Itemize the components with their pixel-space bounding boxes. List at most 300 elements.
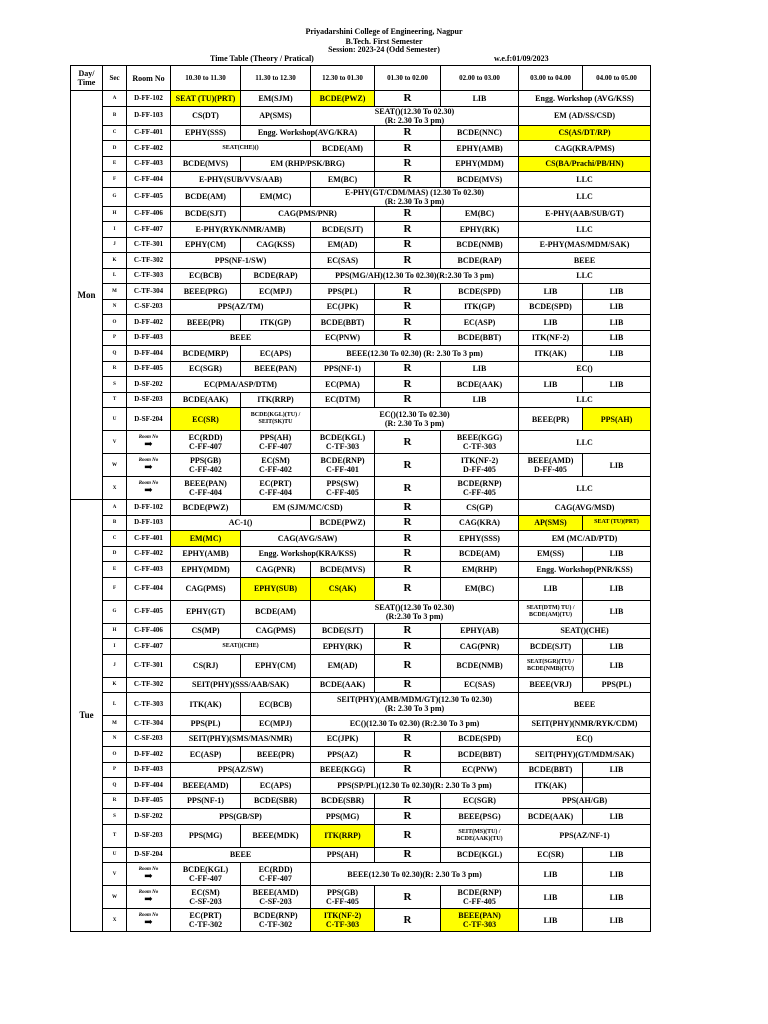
recess-cell: R [375,156,441,172]
wef-date: w.e.f:01/09/2023 [494,54,549,63]
room-cell: D-FF-402 [127,315,171,331]
period-cell: CAG(PNR) [441,639,519,655]
room-cell: D-FF-404 [127,778,171,794]
column-header: 12.30 to 01.30 [311,66,375,91]
recess-cell: R [375,793,441,809]
period-cell: EM (SJM/MC/CSD) [241,500,375,516]
table-row [71,762,651,778]
period-cell: SEAT (TU)(PRT) [171,91,241,107]
session-label: Session: 2023-24 (Odd Semester) [328,45,440,54]
period-cell: LIB [583,284,651,300]
table-row [71,346,651,362]
period-cell: EM(RHP) [441,562,519,578]
period-cell: PPS(NF-1) [311,361,375,377]
period-cell: SEIT(PHY)(GT/MDM/SAK) [519,747,651,763]
room-cell: D-FF-403 [127,762,171,778]
period-cell: PPS(MG) [311,809,375,825]
timetable [70,65,651,932]
timetable-body [71,91,651,932]
period-cell: LIB [583,886,651,909]
recess-cell: R [375,392,441,408]
recess-cell: R [375,431,441,454]
room-cell: C-TF-303 [127,268,171,284]
period-cell: EC(SAS) [311,253,375,269]
period-cell: LIB [583,863,651,886]
period-cell: EC(SM) C-FF-402 [241,454,311,477]
table-row [71,716,651,732]
period-cell: LIB [583,330,651,346]
column-header: 11.30 to 12.30 [241,66,311,91]
period-cell: BEEE(MDK) [241,824,311,847]
room-cell: C-FF-402 [127,546,171,562]
period-cell: EPHY(CM) [171,237,241,253]
recess-cell: R [375,315,441,331]
period-cell: BEEE(PR) [241,747,311,763]
table-row [71,330,651,346]
period-cell: CAG(PMS/PNR) [241,206,375,222]
period-cell: SEAT()(12.30 To 02.30) (R: 2.30 To 3 pm) [311,106,519,125]
period-cell: EC(SGR) [441,793,519,809]
table-row [71,600,651,623]
college-name: Priyadarshini College of Engineering, Nagpur [305,27,463,36]
period-cell: AP(SMS) [241,106,311,125]
room-cell: C-SF-203 [127,731,171,747]
table-row [71,222,651,238]
period-cell: CAG(KRA/PMS) [519,141,651,157]
room-cell: C-TF-302 [127,253,171,269]
period-cell: ITK(NF-2) C-TF-303 [311,909,375,932]
table-row [71,863,651,886]
section-cell: G [103,600,127,623]
recess-cell: R [375,762,441,778]
table-row [71,677,651,693]
recess-cell: R [375,206,441,222]
room-cell [127,431,171,454]
period-cell: PPS(MG/AH)(12.30 To 02.30)(R:2.30 To 3 pm) [311,268,519,284]
room-cell: D-SF-204 [127,408,171,431]
period-cell: LIB [583,762,651,778]
period-cell: SEAT()(CHE) [171,639,311,655]
period-cell: BEEE(KGG) [311,762,375,778]
recess-cell: R [375,515,441,531]
period-cell: BEEE(12.30 To 02.30) (R: 2.30 To 3 pm) [311,346,519,362]
section-cell: I [103,222,127,238]
section-cell: J [103,654,127,677]
period-cell: BCDE(AAK) [311,677,375,693]
period-cell: BCDE(RNP) C-FF-405 [441,886,519,909]
period-cell: E-PHY(RYK/NMR/AMB) [171,222,311,238]
section-cell: H [103,623,127,639]
recess-cell: R [375,809,441,825]
column-header: Day/ Time [71,66,103,91]
period-cell: E-PHY(AAB/SUB/GT) [519,206,651,222]
period-cell: EPHY(AMB) [441,141,519,157]
period-cell: EC(BCB) [171,268,241,284]
period-cell: CS(GP) [441,500,519,516]
period-cell: BCDE(SBR) [311,793,375,809]
section-cell: L [103,268,127,284]
recess-cell: R [375,654,441,677]
period-cell: BEEE [519,253,651,269]
section-cell: C [103,125,127,141]
room-cell: D-SF-202 [127,377,171,393]
period-cell: LIB [583,654,651,677]
section-cell: B [103,515,127,531]
period-cell: PPS(GB) C-FF-405 [311,886,375,909]
table-row [71,909,651,932]
period-cell: LIB [583,639,651,655]
period-cell: LIB [583,346,651,362]
period-cell: LIB [583,577,651,600]
period-cell: EPHY(SUB) [241,577,311,600]
period-cell: E-PHY(MAS/MDM/SAK) [519,237,651,253]
period-cell: BEEE(AMD) [171,778,241,794]
period-cell: EPHY(AMB) [171,546,241,562]
period-cell: EPHY(MDM) [441,156,519,172]
room-cell: D-SF-204 [127,847,171,863]
table-row [71,778,651,794]
period-cell: PPS(PL) [583,677,651,693]
period-cell: Engg. Workshop(PNR/KSS) [519,562,651,578]
room-cell: D-SF-203 [127,392,171,408]
recess-cell: R [375,500,441,516]
room-cell: C-TF-304 [127,716,171,732]
period-cell: SEAT()(12.30 To 02.30) (R:2.30 To 3 pm) [311,600,519,623]
period-cell: BCDE(BBT) [519,762,583,778]
room-cell: C-FF-405 [127,600,171,623]
period-cell: LIB [583,315,651,331]
period-cell: BCDE(AAK) [441,377,519,393]
room-cell: C-FF-407 [127,222,171,238]
table-row [71,747,651,763]
table-row [71,477,651,500]
room-arrow-icon: Room No ➡ [138,890,159,905]
period-cell: BCDE(AAK) [171,392,241,408]
period-cell: LLC [519,477,651,500]
period-cell: BEEE(PAN) [241,361,311,377]
table-row [71,253,651,269]
table-row [71,299,651,315]
period-cell: PPS(SP/PL)(12.30 To 02.30)(R: 2.30 To 3 pm) [311,778,519,794]
period-cell: AC-1() [171,515,311,531]
room-cell [127,886,171,909]
period-cell: ITK(RRP) [241,392,311,408]
period-cell: PPS(PL) [311,284,375,300]
recess-cell: R [375,299,441,315]
recess-cell: R [375,284,441,300]
period-cell: CAG(KSS) [241,237,311,253]
recess-cell: R [375,577,441,600]
recess-cell: R [375,454,441,477]
period-cell: PPS(AH/GB) [519,793,651,809]
room-cell: C-TF-301 [127,237,171,253]
program-name: B.Tech. First Semester [345,37,423,46]
period-cell: CS(AK) [311,577,375,600]
period-cell: BEEE(PAN) C-FF-404 [171,477,241,500]
period-cell: CS(RJ) [171,654,241,677]
room-cell: C-TF-301 [127,654,171,677]
period-cell: PPS(AZ/NF-1) [519,824,651,847]
table-row [71,809,651,825]
period-cell: BCDE(RNP) C-FF-405 [441,477,519,500]
period-cell: BEEE(PAN) C-TF-303 [441,909,519,932]
period-cell: BCDE(NMB) [441,654,519,677]
section-cell: K [103,677,127,693]
table-row [71,546,651,562]
period-cell: EC(PRT) C-FF-404 [241,477,311,500]
period-cell: BCDE(MVS) [311,562,375,578]
period-cell: BCDE(AM) [441,546,519,562]
timetable-label: Time Table (Theory / Pratical) [210,54,314,63]
room-cell: C-FF-407 [127,639,171,655]
period-cell: CS(BA/Prachi/PB/HN) [519,156,651,172]
table-row [71,886,651,909]
period-cell: CAG(PMS) [241,623,311,639]
section-cell: H [103,206,127,222]
period-cell: EC(PMA) [311,377,375,393]
period-cell: CAG(PMS) [171,577,241,600]
column-header: Room No [127,66,171,91]
recess-cell: R [375,253,441,269]
period-cell: EC(RDD) C-FF-407 [241,863,311,886]
period-cell: EPHY(AB) [441,623,519,639]
room-cell: D-FF-403 [127,330,171,346]
period-cell: BCDE(MRP) [171,346,241,362]
table-row [71,172,651,188]
period-cell: LIB [519,315,583,331]
period-cell: SEAT(CHE)() [171,141,311,157]
table-row [71,500,651,516]
period-cell: LLC [519,187,651,206]
period-cell: SEIT(MS)(TU) / BCDE(AAK)(TU) [441,824,519,847]
table-row [71,91,651,107]
recess-cell: R [375,91,441,107]
period-cell: LIB [583,809,651,825]
period-cell: PPS(AH) [311,847,375,863]
section-cell: F [103,577,127,600]
period-cell: EC(DTM) [311,392,375,408]
table-row [71,515,651,531]
room-cell [127,477,171,500]
table-row [71,731,651,747]
table-row [71,408,651,431]
period-cell: BEEE(AMD) D-FF-405 [519,454,583,477]
recess-cell: R [375,546,441,562]
table-row [71,361,651,377]
section-cell: I [103,639,127,655]
period-cell: ITK(AK) [519,778,583,794]
section-cell: C [103,531,127,547]
period-cell: EM(SJM) [241,91,311,107]
table-row [71,237,651,253]
period-cell: PPS(AH) [583,408,651,431]
period-cell: EC(PNW) [311,330,375,346]
column-header: 10.30 to 11.30 [171,66,241,91]
room-cell: C-FF-406 [127,623,171,639]
section-cell: P [103,330,127,346]
period-cell: BCDE(BBT) [311,315,375,331]
room-cell [127,454,171,477]
period-cell: EC() [519,361,651,377]
section-cell: S [103,809,127,825]
room-cell: C-TF-302 [127,677,171,693]
section-cell: V [103,863,127,886]
period-cell: SEIT(PHY)(NMR/RYK/CDM) [519,716,651,732]
day-label: Mon [71,91,103,500]
period-cell: EM(SS) [519,546,583,562]
period-cell: E-PHY(GT/CDM/MAS) (12.30 To 02.30) (R: 2.30 To 3 pm) [311,187,519,206]
period-cell: BCDE(MVS) [171,156,241,172]
period-cell: EC(SR) [519,847,583,863]
period-cell: EPHY(RK) [311,639,375,655]
section-cell: Q [103,778,127,794]
section-cell: R [103,793,127,809]
recess-cell: R [375,731,441,747]
period-cell: LIB [519,577,583,600]
period-cell: PPS(AZ/TM) [171,299,311,315]
period-cell: EC(RDD) C-FF-407 [171,431,241,454]
section-cell: G [103,187,127,206]
period-cell: BCDE(SPD) [441,284,519,300]
table-row [71,125,651,141]
period-cell: SEAT()(CHE) [519,623,651,639]
period-cell: EC(SAS) [441,677,519,693]
section-cell: U [103,847,127,863]
period-cell: EPHY(MDM) [171,562,241,578]
period-cell: ITK(NF-2) D-FF-405 [441,454,519,477]
section-cell: S [103,377,127,393]
period-cell: BCDE(AAK) [519,809,583,825]
section-cell: E [103,156,127,172]
period-cell: ITK(RRP) [311,824,375,847]
table-row [71,623,651,639]
room-arrow-icon: Room No ➡ [138,458,159,473]
period-cell: LLC [519,172,651,188]
period-cell: LIB [519,377,583,393]
room-cell: C-FF-403 [127,156,171,172]
section-cell: X [103,477,127,500]
recess-cell: R [375,330,441,346]
room-cell: C-FF-401 [127,125,171,141]
room-cell [127,909,171,932]
recess-cell: R [375,562,441,578]
room-arrow-icon: Room No ➡ [138,435,159,450]
section-cell: J [103,237,127,253]
room-cell: C-FF-404 [127,577,171,600]
room-cell [127,863,171,886]
period-cell: BCDE(PWZ) [311,91,375,107]
room-cell: D-SF-202 [127,809,171,825]
recess-cell: R [375,623,441,639]
period-cell: EC(PNW) [441,762,519,778]
period-cell: LIB [441,91,519,107]
period-cell: EC(SR) [171,408,241,431]
table-row [71,392,651,408]
period-cell: SEAT(SGR)(TU) / BCDE(NMB)(TU) [519,654,583,677]
period-cell: BCDE(RNP) C-FF-401 [311,454,375,477]
period-cell: PPS(AH) C-FF-407 [241,431,311,454]
period-cell: EC(SGR) [171,361,241,377]
period-cell: ITK(GP) [441,299,519,315]
period-cell: EC(MPJ) [241,716,311,732]
period-cell: BCDE(SPD) [441,731,519,747]
section-cell: E [103,562,127,578]
period-cell: ITK(AK) [171,693,241,716]
room-cell: C-TF-303 [127,693,171,716]
period-cell: EM (AD/SS/CSD) [519,106,651,125]
section-cell: O [103,315,127,331]
period-cell: LIB [519,284,583,300]
period-cell: CS(AS/DT/RP) [519,125,651,141]
period-cell: BCDE(KGL) C-TF-303 [311,431,375,454]
recess-cell: R [375,909,441,932]
period-cell: EM(AD) [311,237,375,253]
period-cell: EM(MC) [171,531,241,547]
period-cell: BCDE(NMB) [441,237,519,253]
period-cell: BCDE(NNC) [441,125,519,141]
period-cell: BEEE [171,330,311,346]
room-cell: C-FF-402 [127,141,171,157]
period-cell: EC()(12.30 To 02.30) (R:2.30 To 3 pm) [311,716,519,732]
recess-cell: R [375,125,441,141]
period-cell: BEEE(KGG) C-TF-303 [441,431,519,454]
period-cell: PPS(PL) [171,716,241,732]
room-cell: D-FF-103 [127,106,171,125]
table-row [71,431,651,454]
table-row [71,454,651,477]
room-cell: D-FF-404 [127,346,171,362]
period-cell: BCDE(PWZ) [311,515,375,531]
period-cell: ITK(AK) [519,346,583,362]
period-cell: BEEE(VRJ) [519,677,583,693]
period-cell: LIB [519,886,583,909]
section-cell: L [103,693,127,716]
section-cell: P [103,762,127,778]
period-cell: LIB [441,361,519,377]
period-cell: EC(JPK) [311,731,375,747]
section-cell: M [103,716,127,732]
period-cell: BCDE(KGL)(TU) / SEIT(SK)TU [241,408,311,431]
recess-cell: R [375,477,441,500]
recess-cell: R [375,377,441,393]
section-cell: X [103,909,127,932]
table-row [71,639,651,655]
period-cell [583,778,651,794]
room-cell: D-FF-102 [127,91,171,107]
column-header: 03.00 to 04.00 [519,66,583,91]
table-row [71,654,651,677]
room-cell: C-FF-403 [127,562,171,578]
period-cell: SEIT(PHY)(SMS/MAS/NMR) [171,731,311,747]
period-cell: LLC [519,222,651,238]
section-cell: D [103,546,127,562]
period-cell: LLC [519,268,651,284]
period-cell: AP(SMS) [519,515,583,531]
room-cell: D-SF-203 [127,824,171,847]
period-cell: BEEE(PRG) [171,284,241,300]
period-cell: PPS(AZ/SW) [171,762,311,778]
period-cell: ITK(NF-2) [519,330,583,346]
table-row [71,577,651,600]
period-cell: BCDE(MVS) [441,172,519,188]
recess-cell: R [375,639,441,655]
recess-cell: R [375,172,441,188]
room-cell: C-FF-404 [127,172,171,188]
table-row [71,141,651,157]
period-cell: CS(MP) [171,623,241,639]
period-cell: LIB [519,863,583,886]
period-cell: EC(BCB) [241,693,311,716]
